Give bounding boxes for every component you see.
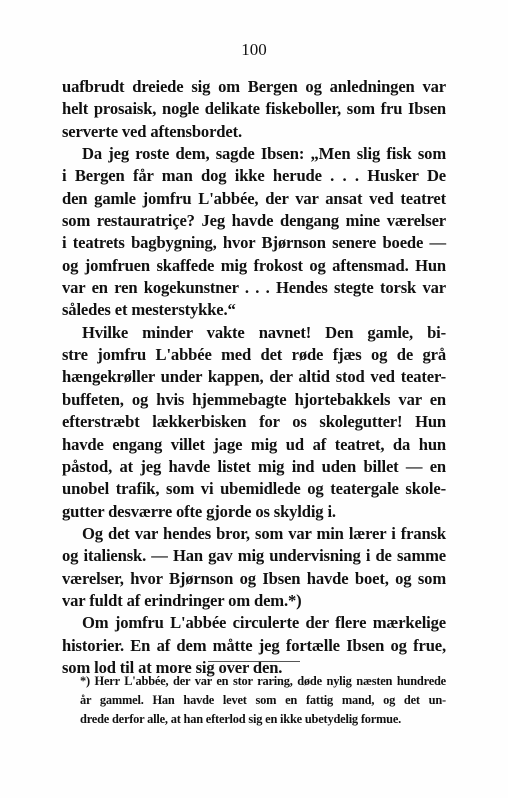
text-line: uafbrudt dreiede sig om Bergen og anledningen var bbox=[62, 77, 446, 96]
text-line: således et mesterstykke.“ bbox=[62, 300, 236, 320]
footnote bbox=[62, 672, 446, 729]
text-line: Da jeg roste dem, sagde Ibsen: „Men slig fisk som bbox=[82, 144, 446, 164]
text-line: historier. En af dem måtte jeg fortælle Ibsen og frue, bbox=[62, 635, 446, 655]
text-line: værelser, hvor Bjørnson og Ibsen havde boet, og som bbox=[62, 568, 446, 588]
text-line: den gamle jomfru L'abbée, der var ansat ved teatret bbox=[62, 188, 446, 208]
text-line: som restauratriçe? Jeg havde dengang mine værelser bbox=[62, 211, 446, 231]
text-line: Og det var hendes bror, som var min lærer i fransk bbox=[82, 523, 446, 543]
footnote-divider bbox=[208, 661, 300, 662]
body-text bbox=[62, 76, 446, 679]
text-line: og italiensk. — Han gav mig undervisning i de samme bbox=[62, 546, 446, 566]
text-line: Hvilke minder vakte navnet! Den gamle, bi- bbox=[82, 322, 446, 342]
text-line: havde engang villet jage mig ud af teatret, da hun bbox=[62, 434, 446, 454]
text-line: helt prosaisk, nogle delikate fiskeboller, som fru Ibsen bbox=[62, 99, 446, 119]
text-line: var fuldt af erindringer om dem.*) bbox=[62, 590, 302, 610]
page-number: 100 bbox=[241, 40, 267, 59]
text-line: i teatrets bagbygning, hvor Bjørnson senere boede — bbox=[62, 233, 446, 253]
text-line: stre jomfru L'abbée med det røde fjæs og de grå bbox=[62, 345, 446, 365]
text-line: påstod, at jeg havde listet mig ind uden billet — en bbox=[62, 456, 446, 476]
footnote-line: år gammel. Han havde levet som en fattig mand, og det un- bbox=[80, 693, 446, 707]
text-line: Om jomfru L'abbée circulerte der flere mærkelige bbox=[82, 613, 446, 633]
text-line: var en ren kogekunstner . . . Hendes stegte torsk var bbox=[62, 278, 446, 298]
text-line: i Bergen får man dog ikke herude . . . Husker De bbox=[62, 166, 446, 186]
footnote-line: *) Herr L'abbée, der var en stor raring, døde nylig næsten hundrede bbox=[80, 674, 446, 688]
text-line: unobel trafik, som vi ubemidlede og teatergale skole- bbox=[62, 479, 446, 499]
text-line: hængekrøller under kappen, der altid stod ved teater- bbox=[62, 367, 446, 387]
text-line: som lod til at more sig over den. bbox=[62, 657, 283, 677]
text-line: gutter desværre ofte gjorde os skyldig i. bbox=[62, 501, 336, 521]
footnote-line: drede derfor alle, at han efterlod sig en ikke ubetydelig formue. bbox=[80, 712, 402, 726]
text-line: buffeten, og hvis hjemmebagte hjortebakkels var en bbox=[62, 389, 446, 409]
text-line: serverte ved aftensbordet. bbox=[62, 121, 242, 141]
text-line: efterstræbt lækkerbisken for os skolegutter! Hun bbox=[62, 412, 446, 432]
text-line: og jomfruen skaffede mig frokost og aftensmad. Hun bbox=[62, 255, 446, 275]
